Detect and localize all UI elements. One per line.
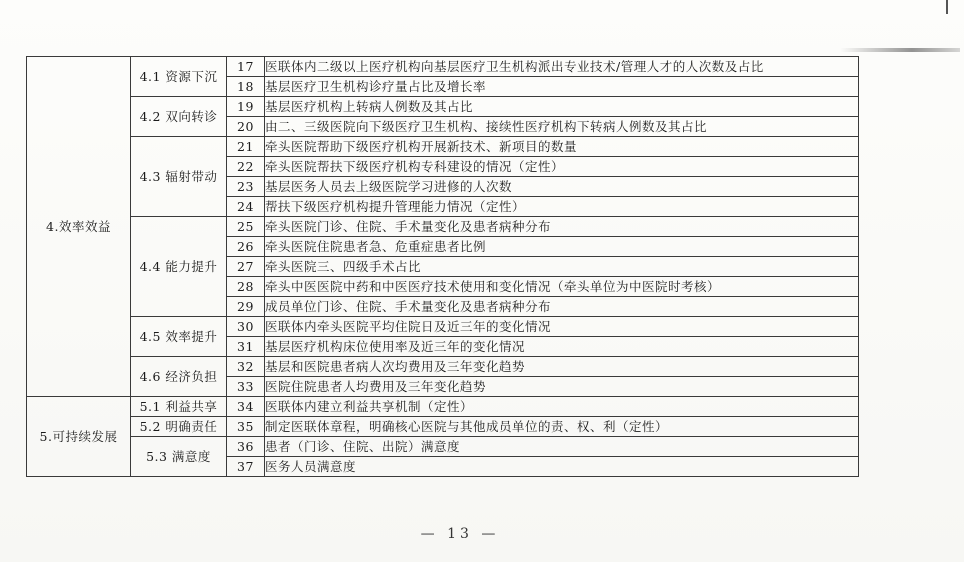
row-number: 20 bbox=[227, 117, 265, 137]
indicator-text: 基层医疗机构床位使用率及近三年的变化情况 bbox=[265, 337, 859, 357]
scan-corner-mark bbox=[946, 0, 948, 14]
indicator-text: 医联体内建立利益共享机制（定性） bbox=[265, 397, 859, 417]
indicator-text: 牵头医院三、四级手术占比 bbox=[265, 257, 859, 277]
indicator-text: 牵头医院门诊、住院、手术量变化及患者病种分布 bbox=[265, 217, 859, 237]
table-row bbox=[27, 417, 859, 437]
indicator-text: 帮扶下级医疗机构提升管理能力情况（定性） bbox=[265, 197, 859, 217]
indicator-text: 基层医疗机构上转病人例数及其占比 bbox=[265, 97, 859, 117]
scan-edge-shadow bbox=[840, 48, 960, 52]
table-row bbox=[27, 97, 859, 117]
indicator-text: 由二、三级医院向下级医疗卫生机构、接续性医疗机构下转病人例数及其占比 bbox=[265, 117, 859, 137]
row-number: 33 bbox=[227, 377, 265, 397]
indicator-text: 医联体内二级以上医疗机构向基层医疗卫生机构派出专业技术/管理人才的人次数及占比 bbox=[265, 57, 859, 77]
indicator-text: 制定医联体章程，明确核心医院与其他成员单位的责、权、利（定性） bbox=[265, 417, 859, 437]
row-number: 19 bbox=[227, 97, 265, 117]
indicator-text: 基层医务人员去上级医院学习进修的人次数 bbox=[265, 177, 859, 197]
page-number: — 13 — bbox=[420, 526, 500, 542]
row-number: 28 bbox=[227, 277, 265, 297]
indicator-text: 患者（门诊、住院、出院）满意度 bbox=[265, 437, 859, 457]
row-number: 27 bbox=[227, 257, 265, 277]
row-number: 30 bbox=[227, 317, 265, 337]
row-number: 18 bbox=[227, 77, 265, 97]
row-number: 31 bbox=[227, 337, 265, 357]
subcategory-cell: 5.1 利益共享 bbox=[131, 397, 227, 417]
row-number: 23 bbox=[227, 177, 265, 197]
table-row bbox=[27, 217, 859, 237]
row-number: 25 bbox=[227, 217, 265, 237]
subcategory-cell: 5.2 明确责任 bbox=[131, 417, 227, 437]
subcategory-cell: 4.2 双向转诊 bbox=[131, 97, 227, 137]
category-cell: 5.可持续发展 bbox=[27, 397, 131, 477]
row-number: 29 bbox=[227, 297, 265, 317]
row-number: 34 bbox=[227, 397, 265, 417]
table-row bbox=[27, 317, 859, 337]
indicator-text: 医务人员满意度 bbox=[265, 457, 859, 477]
table-row bbox=[27, 397, 859, 417]
indicator-text: 基层医疗卫生机构诊疗量占比及增长率 bbox=[265, 77, 859, 97]
subcategory-cell: 4.1 资源下沉 bbox=[131, 57, 227, 97]
indicator-text: 牵头医院帮扶下级医疗机构专科建设的情况（定性） bbox=[265, 157, 859, 177]
subcategory-cell: 4.4 能力提升 bbox=[131, 217, 227, 317]
indicator-table bbox=[26, 56, 859, 477]
row-number: 17 bbox=[227, 57, 265, 77]
subcategory-cell: 4.5 效率提升 bbox=[131, 317, 227, 357]
row-number: 36 bbox=[227, 437, 265, 457]
subcategory-cell: 4.6 经济负担 bbox=[131, 357, 227, 397]
row-number: 35 bbox=[227, 417, 265, 437]
indicator-text: 牵头中医医院中药和中医医疗技术使用和变化情况（牵头单位为中医院时考核） bbox=[265, 277, 859, 297]
indicator-text: 成员单位门诊、住院、手术量变化及患者病种分布 bbox=[265, 297, 859, 317]
table-row bbox=[27, 57, 859, 77]
indicator-text: 牵头医院帮助下级医疗机构开展新技术、新项目的数量 bbox=[265, 137, 859, 157]
indicator-text: 牵头医院住院患者急、危重症患者比例 bbox=[265, 237, 859, 257]
row-number: 22 bbox=[227, 157, 265, 177]
row-number: 24 bbox=[227, 197, 265, 217]
indicator-text: 医联体内牵头医院平均住院日及近三年的变化情况 bbox=[265, 317, 859, 337]
row-number: 37 bbox=[227, 457, 265, 477]
subcategory-cell: 5.3 满意度 bbox=[131, 437, 227, 477]
row-number: 21 bbox=[227, 137, 265, 157]
indicator-text: 医院住院患者人均费用及三年变化趋势 bbox=[265, 377, 859, 397]
row-number: 32 bbox=[227, 357, 265, 377]
table-row bbox=[27, 437, 859, 457]
row-number: 26 bbox=[227, 237, 265, 257]
category-cell: 4.效率效益 bbox=[27, 57, 131, 397]
table-row bbox=[27, 357, 859, 377]
indicator-text: 基层和医院患者病人次均费用及三年变化趋势 bbox=[265, 357, 859, 377]
subcategory-cell: 4.3 辐射带动 bbox=[131, 137, 227, 217]
table-row bbox=[27, 137, 859, 157]
